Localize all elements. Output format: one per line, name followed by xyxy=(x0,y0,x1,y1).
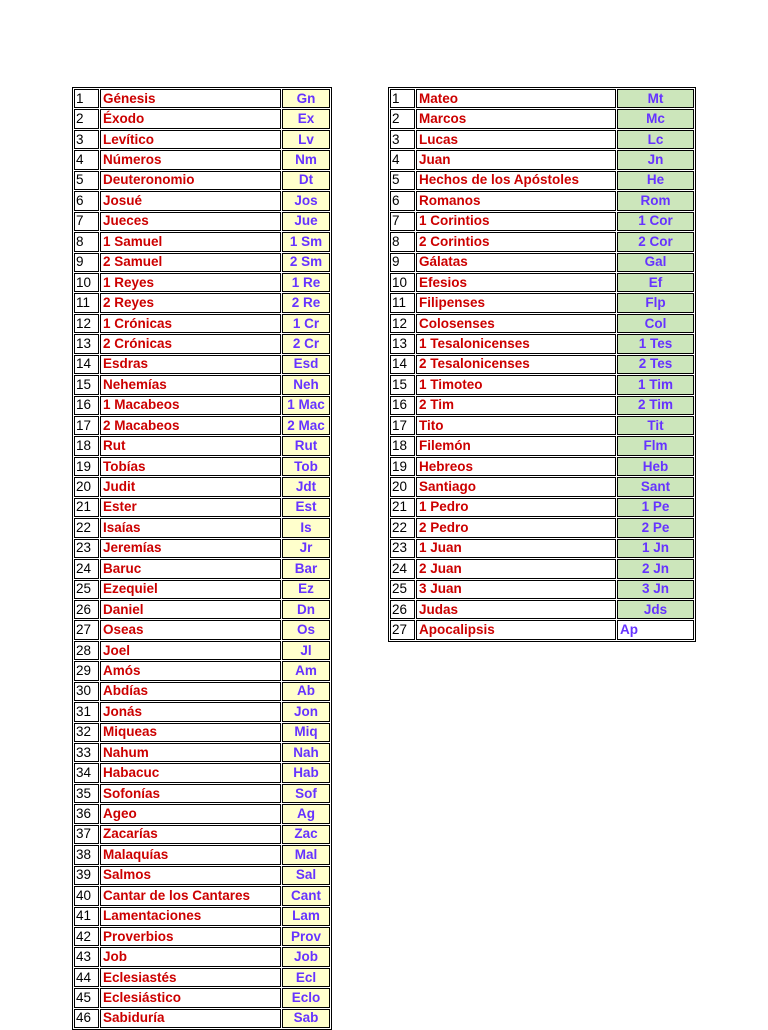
book-name: Miqueas xyxy=(100,723,281,742)
book-name: Isaías xyxy=(100,518,281,537)
book-number: 15 xyxy=(74,375,99,394)
book-abbreviation: 2 Tim xyxy=(617,396,694,415)
old-testament-row xyxy=(74,416,330,435)
book-number: 26 xyxy=(390,600,415,619)
book-number: 19 xyxy=(390,457,415,476)
book-name: Salmos xyxy=(100,866,281,885)
book-abbreviation: 3 Jn xyxy=(617,580,694,599)
book-abbreviation: Dt xyxy=(282,171,330,190)
book-name: 2 Corintios xyxy=(416,232,616,251)
book-number: 7 xyxy=(390,212,415,231)
old-testament-row xyxy=(74,702,330,721)
old-testament-row xyxy=(74,436,330,455)
book-number: 18 xyxy=(390,436,415,455)
book-abbreviation: 2 Tes xyxy=(617,355,694,374)
book-abbreviation: Mt xyxy=(617,89,694,108)
book-number: 38 xyxy=(74,845,99,864)
old-testament-row xyxy=(74,968,330,987)
book-number: 27 xyxy=(74,620,99,639)
book-number: 6 xyxy=(74,191,99,210)
book-abbreviation: 2 Cr xyxy=(282,334,330,353)
old-testament-row xyxy=(74,314,330,333)
new-testament-row xyxy=(390,293,694,312)
old-testament-row xyxy=(74,89,330,108)
book-name: Tobías xyxy=(100,457,281,476)
old-testament-row xyxy=(74,396,330,415)
book-number: 22 xyxy=(390,518,415,537)
old-testament-row xyxy=(74,763,330,782)
book-abbreviation: Jl xyxy=(282,641,330,660)
book-number: 11 xyxy=(74,293,99,312)
book-abbreviation: Ap xyxy=(617,620,694,639)
book-number: 2 xyxy=(74,109,99,128)
old-testament-row xyxy=(74,150,330,169)
book-name: Baruc xyxy=(100,559,281,578)
book-number: 44 xyxy=(74,968,99,987)
book-number: 13 xyxy=(74,334,99,353)
book-abbreviation: Sant xyxy=(617,477,694,496)
book-abbreviation: Rut xyxy=(282,436,330,455)
book-abbreviation: Tit xyxy=(617,416,694,435)
new-testament-rows xyxy=(390,89,694,640)
old-testament-row xyxy=(74,988,330,1007)
book-name: Sofonías xyxy=(100,784,281,803)
book-abbreviation: 1 Re xyxy=(282,273,330,292)
book-number: 43 xyxy=(74,947,99,966)
new-testament-row xyxy=(390,355,694,374)
book-number: 46 xyxy=(74,1009,99,1028)
book-abbreviation: Tob xyxy=(282,457,330,476)
new-testament-row xyxy=(390,600,694,619)
old-testament-row xyxy=(74,845,330,864)
book-name: Tito xyxy=(416,416,616,435)
book-name: Habacuc xyxy=(100,763,281,782)
book-abbreviation: Neh xyxy=(282,375,330,394)
old-testament-row xyxy=(74,518,330,537)
book-abbreviation: Jds xyxy=(617,600,694,619)
book-abbreviation: Os xyxy=(282,620,330,639)
book-abbreviation: Mc xyxy=(617,109,694,128)
book-abbreviation: 2 Jn xyxy=(617,559,694,578)
new-testament-row xyxy=(390,477,694,496)
new-testament-row xyxy=(390,334,694,353)
book-number: 16 xyxy=(390,396,415,415)
book-number: 29 xyxy=(74,661,99,680)
book-abbreviation: Flp xyxy=(617,293,694,312)
book-name: Cantar de los Cantares xyxy=(100,886,281,905)
book-abbreviation: Ab xyxy=(282,682,330,701)
book-number: 15 xyxy=(390,375,415,394)
book-abbreviation: Ef xyxy=(617,273,694,292)
book-name: Rut xyxy=(100,436,281,455)
old-testament-row xyxy=(74,253,330,272)
book-abbreviation: Nah xyxy=(282,743,330,762)
book-name: 1 Tesalonicenses xyxy=(416,334,616,353)
book-abbreviation: 2 Pe xyxy=(617,518,694,537)
book-abbreviation: 1 Tes xyxy=(617,334,694,353)
book-number: 32 xyxy=(74,723,99,742)
book-number: 4 xyxy=(390,150,415,169)
book-name: 1 Samuel xyxy=(100,232,281,251)
book-name: Marcos xyxy=(416,109,616,128)
book-name: Proverbios xyxy=(100,927,281,946)
book-number: 39 xyxy=(74,866,99,885)
book-abbreviation: Hab xyxy=(282,763,330,782)
book-number: 34 xyxy=(74,763,99,782)
book-number: 3 xyxy=(74,130,99,149)
old-testament-row xyxy=(74,1009,330,1028)
book-number: 17 xyxy=(74,416,99,435)
new-testament-row xyxy=(390,580,694,599)
old-testament-row xyxy=(74,641,330,660)
old-testament-row xyxy=(74,191,330,210)
book-abbreviation: Sof xyxy=(282,784,330,803)
book-number: 24 xyxy=(74,559,99,578)
book-number: 10 xyxy=(74,273,99,292)
book-name: Ageo xyxy=(100,804,281,823)
book-number: 4 xyxy=(74,150,99,169)
book-number: 6 xyxy=(390,191,415,210)
old-testament-row xyxy=(74,620,330,639)
book-name: Deuteronomio xyxy=(100,171,281,190)
book-name: Jueces xyxy=(100,212,281,231)
book-name: Romanos xyxy=(416,191,616,210)
book-number: 12 xyxy=(390,314,415,333)
book-name: Filemón xyxy=(416,436,616,455)
book-number: 12 xyxy=(74,314,99,333)
old-testament-row xyxy=(74,886,330,905)
book-name: Job xyxy=(100,947,281,966)
old-testament-row xyxy=(74,580,330,599)
old-testament-row xyxy=(74,661,330,680)
book-abbreviation: 1 Cor xyxy=(617,212,694,231)
book-number: 16 xyxy=(74,396,99,415)
book-abbreviation: Cant xyxy=(282,886,330,905)
book-name: Números xyxy=(100,150,281,169)
book-name: Sabiduría xyxy=(100,1009,281,1028)
book-abbreviation: Jdt xyxy=(282,477,330,496)
old-testament-row xyxy=(74,927,330,946)
book-number: 20 xyxy=(390,477,415,496)
book-number: 22 xyxy=(74,518,99,537)
old-testament-row xyxy=(74,825,330,844)
book-abbreviation: Gal xyxy=(617,253,694,272)
book-number: 2 xyxy=(390,109,415,128)
book-number: 1 xyxy=(390,89,415,108)
old-testament-row xyxy=(74,334,330,353)
book-number: 45 xyxy=(74,988,99,1007)
new-testament-row xyxy=(390,253,694,272)
book-name: Nahum xyxy=(100,743,281,762)
old-testament-row xyxy=(74,477,330,496)
book-number: 9 xyxy=(74,253,99,272)
book-abbreviation: Zac xyxy=(282,825,330,844)
old-testament-row xyxy=(74,804,330,823)
book-name: 2 Reyes xyxy=(100,293,281,312)
book-number: 26 xyxy=(74,600,99,619)
book-name: 2 Pedro xyxy=(416,518,616,537)
old-testament-rows xyxy=(74,89,330,1028)
new-testament-row xyxy=(390,150,694,169)
book-name: 1 Macabeos xyxy=(100,396,281,415)
book-number: 8 xyxy=(390,232,415,251)
book-abbreviation: 1 Jn xyxy=(617,539,694,558)
book-name: Éxodo xyxy=(100,109,281,128)
book-number: 33 xyxy=(74,743,99,762)
book-abbreviation: Jue xyxy=(282,212,330,231)
book-abbreviation: Jn xyxy=(617,150,694,169)
book-abbreviation: Sab xyxy=(282,1009,330,1028)
new-testament-row xyxy=(390,620,694,639)
book-number: 19 xyxy=(74,457,99,476)
old-testament-row xyxy=(74,109,330,128)
book-abbreviation: Ex xyxy=(282,109,330,128)
book-abbreviation: 1 Sm xyxy=(282,232,330,251)
book-name: 1 Timoteo xyxy=(416,375,616,394)
book-number: 35 xyxy=(74,784,99,803)
book-number: 7 xyxy=(74,212,99,231)
book-number: 21 xyxy=(74,498,99,517)
book-number: 21 xyxy=(390,498,415,517)
new-testament-row xyxy=(390,396,694,415)
book-number: 23 xyxy=(74,539,99,558)
book-number: 13 xyxy=(390,334,415,353)
new-testament-row xyxy=(390,212,694,231)
book-name: Juan xyxy=(416,150,616,169)
old-testament-row xyxy=(74,171,330,190)
book-name: Hebreos xyxy=(416,457,616,476)
old-testament-table xyxy=(72,87,332,1030)
book-name: Daniel xyxy=(100,600,281,619)
book-number: 11 xyxy=(390,293,415,312)
new-testament-row xyxy=(390,89,694,108)
book-name: 1 Corintios xyxy=(416,212,616,231)
book-number: 1 xyxy=(74,89,99,108)
book-abbreviation: Rom xyxy=(617,191,694,210)
old-testament-row xyxy=(74,293,330,312)
old-testament-row xyxy=(74,907,330,926)
book-number: 14 xyxy=(74,355,99,374)
new-testament-row xyxy=(390,191,694,210)
book-abbreviation: Am xyxy=(282,661,330,680)
book-number: 10 xyxy=(390,273,415,292)
book-name: 2 Samuel xyxy=(100,253,281,272)
book-abbreviation: Jon xyxy=(282,702,330,721)
book-abbreviation: Gn xyxy=(282,89,330,108)
book-abbreviation: Bar xyxy=(282,559,330,578)
book-abbreviation: 1 Pe xyxy=(617,498,694,517)
book-name: Eclesiastés xyxy=(100,968,281,987)
book-abbreviation: Dn xyxy=(282,600,330,619)
book-abbreviation: Sal xyxy=(282,866,330,885)
old-testament-row xyxy=(74,866,330,885)
book-name: Ezequiel xyxy=(100,580,281,599)
book-name: Mateo xyxy=(416,89,616,108)
new-testament-row xyxy=(390,457,694,476)
book-number: 18 xyxy=(74,436,99,455)
book-name: Santiago xyxy=(416,477,616,496)
book-abbreviation: 1 Cr xyxy=(282,314,330,333)
old-testament-row xyxy=(74,375,330,394)
book-name: Judas xyxy=(416,600,616,619)
book-number: 14 xyxy=(390,355,415,374)
book-name: 1 Reyes xyxy=(100,273,281,292)
book-number: 24 xyxy=(390,559,415,578)
old-testament-row xyxy=(74,743,330,762)
book-name: Levítico xyxy=(100,130,281,149)
book-abbreviation: Is xyxy=(282,518,330,537)
book-name: Jonás xyxy=(100,702,281,721)
book-name: 2 Tesalonicenses xyxy=(416,355,616,374)
book-abbreviation: Heb xyxy=(617,457,694,476)
old-testament-row xyxy=(74,498,330,517)
book-name: Nehemías xyxy=(100,375,281,394)
book-number: 41 xyxy=(74,907,99,926)
book-name: Eclesiástico xyxy=(100,988,281,1007)
new-testament-row xyxy=(390,375,694,394)
book-name: Ester xyxy=(100,498,281,517)
new-testament-row xyxy=(390,498,694,517)
book-abbreviation: 2 Sm xyxy=(282,253,330,272)
book-name: 2 Macabeos xyxy=(100,416,281,435)
book-name: Gálatas xyxy=(416,253,616,272)
book-abbreviation: Eclo xyxy=(282,988,330,1007)
book-abbreviation: Ez xyxy=(282,580,330,599)
new-testament-row xyxy=(390,232,694,251)
book-number: 30 xyxy=(74,682,99,701)
book-abbreviation: Job xyxy=(282,947,330,966)
book-name: Lucas xyxy=(416,130,616,149)
book-number: 8 xyxy=(74,232,99,251)
book-number: 28 xyxy=(74,641,99,660)
book-name: 1 Juan xyxy=(416,539,616,558)
old-testament-row xyxy=(74,273,330,292)
book-number: 5 xyxy=(390,171,415,190)
book-name: Abdías xyxy=(100,682,281,701)
old-testament-row xyxy=(74,784,330,803)
book-number: 42 xyxy=(74,927,99,946)
book-abbreviation: He xyxy=(617,171,694,190)
book-number: 23 xyxy=(390,539,415,558)
book-abbreviation: Lc xyxy=(617,130,694,149)
book-name: Jeremías xyxy=(100,539,281,558)
book-abbreviation: Nm xyxy=(282,150,330,169)
book-abbreviation: Jos xyxy=(282,191,330,210)
book-abbreviation: 2 Cor xyxy=(617,232,694,251)
book-number: 25 xyxy=(390,580,415,599)
book-number: 20 xyxy=(74,477,99,496)
new-testament-row xyxy=(390,539,694,558)
book-name: Amós xyxy=(100,661,281,680)
book-name: Josué xyxy=(100,191,281,210)
old-testament-row xyxy=(74,947,330,966)
book-name: Esdras xyxy=(100,355,281,374)
new-testament-row xyxy=(390,416,694,435)
book-abbreviation: Flm xyxy=(617,436,694,455)
book-name: Joel xyxy=(100,641,281,660)
book-number: 3 xyxy=(390,130,415,149)
book-name: 2 Juan xyxy=(416,559,616,578)
old-testament-row xyxy=(74,539,330,558)
old-testament-row xyxy=(74,212,330,231)
book-name: 3 Juan xyxy=(416,580,616,599)
book-name: Colosenses xyxy=(416,314,616,333)
new-testament-row xyxy=(390,109,694,128)
book-abbreviation: 2 Re xyxy=(282,293,330,312)
book-abbreviation: Mal xyxy=(282,845,330,864)
old-testament-row xyxy=(74,457,330,476)
new-testament-row xyxy=(390,518,694,537)
book-name: Génesis xyxy=(100,89,281,108)
book-number: 31 xyxy=(74,702,99,721)
book-abbreviation: Lam xyxy=(282,907,330,926)
book-number: 36 xyxy=(74,804,99,823)
book-name: Lamentaciones xyxy=(100,907,281,926)
book-abbreviation: Jr xyxy=(282,539,330,558)
book-number: 40 xyxy=(74,886,99,905)
old-testament-row xyxy=(74,232,330,251)
book-abbreviation: 1 Tim xyxy=(617,375,694,394)
book-name: Filipenses xyxy=(416,293,616,312)
book-name: Apocalipsis xyxy=(416,620,616,639)
book-name: 1 Pedro xyxy=(416,498,616,517)
book-name: Hechos de los Apóstoles xyxy=(416,171,616,190)
book-number: 27 xyxy=(390,620,415,639)
book-abbreviation: Ecl xyxy=(282,968,330,987)
book-name: Judit xyxy=(100,477,281,496)
book-name: Efesios xyxy=(416,273,616,292)
book-number: 5 xyxy=(74,171,99,190)
book-number: 25 xyxy=(74,580,99,599)
new-testament-row xyxy=(390,130,694,149)
book-number: 9 xyxy=(390,253,415,272)
new-testament-row xyxy=(390,273,694,292)
book-abbreviation: Est xyxy=(282,498,330,517)
book-abbreviation: Ag xyxy=(282,804,330,823)
book-abbreviation: 2 Mac xyxy=(282,416,330,435)
old-testament-row xyxy=(74,130,330,149)
book-name: Oseas xyxy=(100,620,281,639)
book-name: 2 Crónicas xyxy=(100,334,281,353)
old-testament-row xyxy=(74,600,330,619)
book-abbreviation: Miq xyxy=(282,723,330,742)
old-testament-row xyxy=(74,682,330,701)
book-abbreviation: Col xyxy=(617,314,694,333)
book-name: Malaquías xyxy=(100,845,281,864)
new-testament-row xyxy=(390,559,694,578)
book-abbreviation: Lv xyxy=(282,130,330,149)
book-name: Zacarías xyxy=(100,825,281,844)
new-testament-row xyxy=(390,171,694,190)
old-testament-row xyxy=(74,355,330,374)
new-testament-row xyxy=(390,314,694,333)
new-testament-row xyxy=(390,436,694,455)
new-testament-table xyxy=(388,87,696,642)
old-testament-row xyxy=(74,559,330,578)
book-abbreviation: 1 Mac xyxy=(282,396,330,415)
book-abbreviation: Prov xyxy=(282,927,330,946)
old-testament-row xyxy=(74,723,330,742)
book-name: 1 Crónicas xyxy=(100,314,281,333)
book-name: 2 Tim xyxy=(416,396,616,415)
book-number: 17 xyxy=(390,416,415,435)
book-number: 37 xyxy=(74,825,99,844)
book-abbreviation: Esd xyxy=(282,355,330,374)
